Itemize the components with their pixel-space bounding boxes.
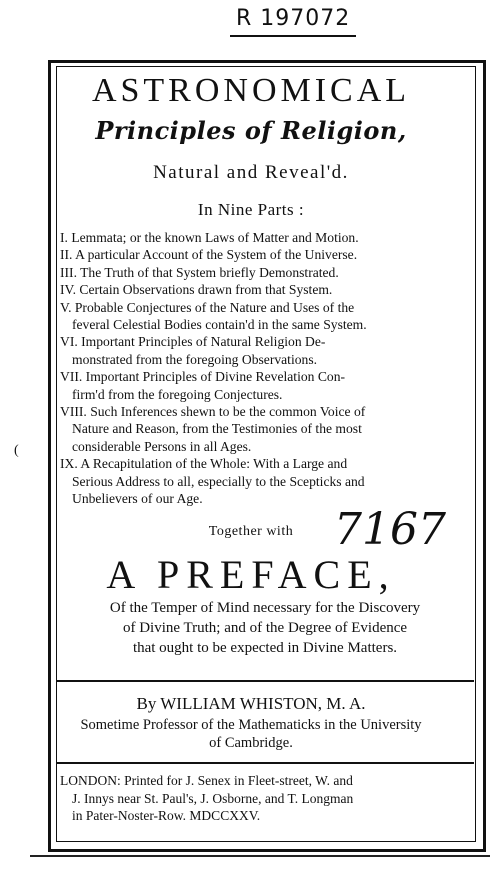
part-item bbox=[60, 246, 472, 263]
author-university: of Cambridge. bbox=[209, 735, 293, 751]
imprint-line: LONDON: Printed for J. Senex in Fleet-street, W. and bbox=[60, 773, 353, 788]
author-title: Sometime Professor of the Mathematicks in the University bbox=[80, 717, 422, 733]
preface-line: of Divine Truth; and of the Degree of Evidence bbox=[122, 620, 408, 636]
part-line: V. Probable Conjectures of the Nature and Uses of the bbox=[60, 299, 355, 315]
author-details bbox=[0, 716, 502, 752]
preface-heading: A PREFACE, bbox=[106, 552, 396, 597]
title-line-3: Natural and Reveal'd. bbox=[153, 162, 349, 183]
part-line: VII. Important Principles of Divine Revelation Con- bbox=[60, 369, 346, 385]
part-line: IV. Certain Observations drawn from that System. bbox=[60, 282, 333, 298]
part-line: I. Lemmata; or the known Laws of Matter and Motion. bbox=[60, 230, 359, 245]
margin-mark: ( bbox=[14, 443, 19, 458]
preface-line: that ought to be expected in Divine Matters. bbox=[132, 640, 398, 656]
part-line: Nature and Reason, from the Testimonies of the most bbox=[72, 421, 362, 437]
part-line: Serious Address to all, especially to the Scepticks and bbox=[72, 473, 365, 489]
part-line: II. A particular Account of the System of the Universe. bbox=[60, 247, 358, 263]
handwritten-number: 7167 bbox=[334, 504, 446, 555]
preface-description bbox=[58, 598, 472, 658]
part-line: IX. A Recapitulation of the Whole: With a Large and bbox=[60, 456, 348, 472]
shelf-mark-text: R 197072 bbox=[236, 6, 351, 31]
divider-rule bbox=[56, 762, 474, 764]
title-line-1: ASTRONOMICAL bbox=[91, 72, 411, 109]
shelf-mark-underline bbox=[230, 35, 356, 37]
part-item bbox=[60, 299, 472, 334]
part-item bbox=[60, 455, 472, 507]
part-item bbox=[60, 281, 472, 298]
part-line: monstrated from the foregoing Observations. bbox=[72, 351, 318, 367]
part-line: feveral Celestial Bodies contain'd in the same System. bbox=[72, 317, 367, 333]
shelf-mark bbox=[236, 6, 350, 31]
part-line: VI. Important Principles of Natural Religion De- bbox=[60, 334, 326, 350]
imprint-line: in Pater-Noster-Row. MDCCXXV. bbox=[72, 808, 261, 823]
part-line: VIII. Such Inferences shewn to be the common Voice of bbox=[60, 404, 366, 420]
preface-line: Of the Temper of Mind necessary for the Discovery bbox=[109, 600, 421, 616]
divider-rule bbox=[56, 680, 474, 682]
part-item bbox=[60, 403, 472, 455]
bottom-rule bbox=[30, 855, 490, 857]
title-line-2: Principles of Religion, bbox=[95, 116, 407, 145]
part-line: III. The Truth of that System briefly Demonstrated. bbox=[60, 264, 339, 280]
part-item bbox=[60, 333, 472, 368]
together-with: Together with bbox=[208, 524, 294, 539]
author-line: By WILLIAM WHISTON, M. A. bbox=[136, 694, 366, 713]
imprint bbox=[60, 772, 472, 825]
part-item bbox=[60, 229, 472, 246]
parts-list bbox=[60, 229, 472, 508]
imprint-line: J. Innys near St. Paul's, J. Osborne, and T. Longman bbox=[72, 790, 354, 806]
part-line: Unbelievers of our Age. bbox=[72, 491, 203, 507]
parts-heading: In Nine Parts : bbox=[197, 200, 305, 219]
part-line: considerable Persons in all Ages. bbox=[72, 438, 252, 454]
part-item bbox=[60, 264, 472, 281]
part-item bbox=[60, 368, 472, 403]
part-line: firm'd from the foregoing Conjectures. bbox=[72, 386, 283, 402]
